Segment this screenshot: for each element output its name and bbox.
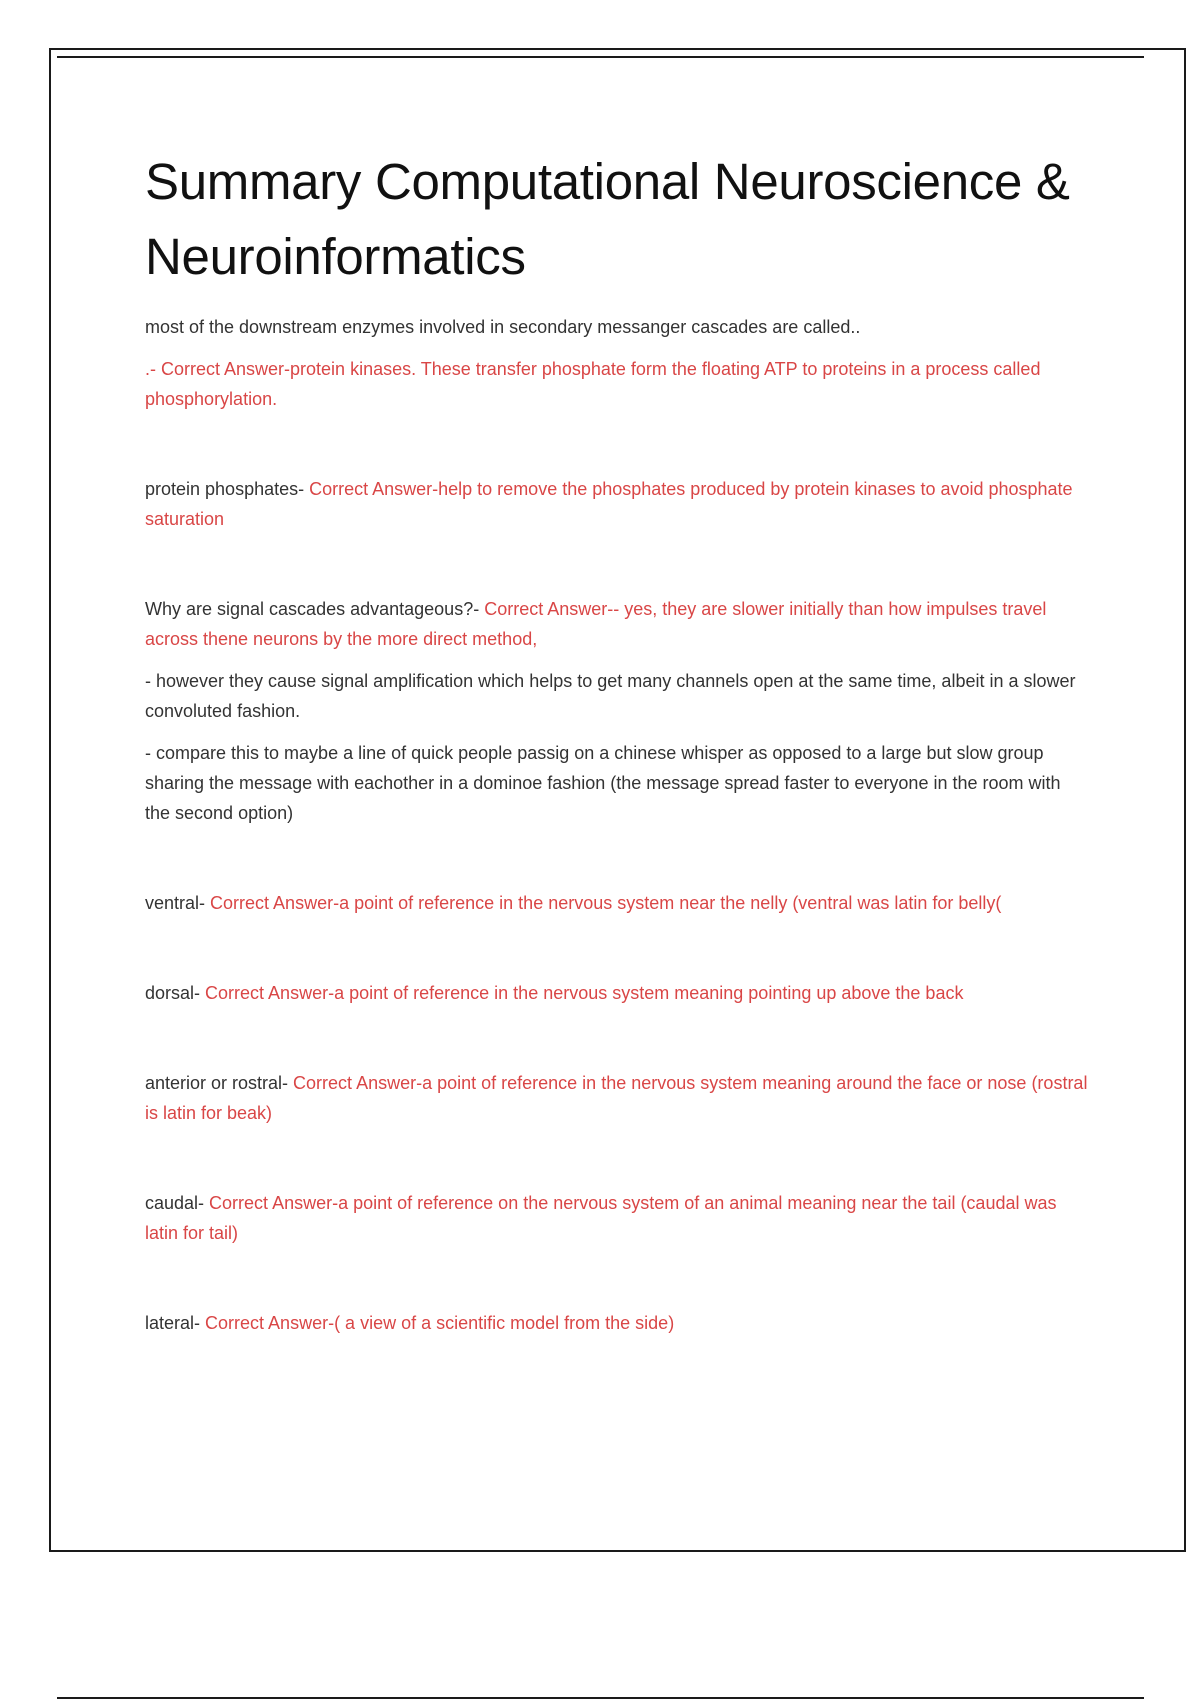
term-label: caudal- bbox=[145, 1193, 210, 1213]
answer-text: Correct Answer-a point of reference in the nervous system meaning pointing up above the back bbox=[205, 983, 964, 1003]
answer-text: Correct Answer-a point of reference in the nervous system meaning around the face or nose (rostral is latin for beak) bbox=[145, 1073, 1088, 1123]
entry-ventral bbox=[145, 888, 1090, 918]
term-label: dorsal- bbox=[145, 983, 206, 1003]
entry-signal-cascades-note-2: - compare this to maybe a line of quick people passig on a chinese whisper as opposed to a large but slow group sharing the message with eachother in a dominoe fashion (the message spread faster to everyone in the room with the second option) bbox=[145, 743, 1061, 823]
answer-text: Correct Answer-( a view of a scientific model from the side) bbox=[205, 1313, 675, 1333]
bottom-rule bbox=[57, 1697, 1144, 1699]
entry-anterior-rostral bbox=[145, 1068, 1090, 1128]
document-body bbox=[145, 144, 1090, 1338]
entry-lateral bbox=[145, 1308, 1090, 1338]
entry-signal-cascades-note-1: - however they cause signal amplification which helps to get many channels open at the same time, albeit in a slower convoluted fashion. bbox=[145, 671, 1076, 721]
answer-text: Correct Answer-help to remove the phosphates produced by protein kinases to avoid phosphate saturation bbox=[145, 479, 1073, 529]
entry-signal-cascades bbox=[145, 594, 1090, 654]
answer-text: Correct Answer-a point of reference on the nervous system of an animal meaning near the tail (caudal was latin for tail) bbox=[145, 1193, 1057, 1243]
answer-text: Correct Answer-- yes, they are slower initially than how impulses travel across thene neurons by the more direct method, bbox=[145, 599, 1047, 649]
answer-text: Correct Answer-a point of reference in the nervous system near the nelly (ventral was latin for belly( bbox=[210, 893, 1002, 913]
entry-protein-phosphates bbox=[145, 474, 1090, 534]
term-label: Why are signal cascades advantageous?- bbox=[145, 599, 485, 619]
question-1: most of the downstream enzymes involved in secondary messanger cascades are called.. bbox=[145, 317, 861, 337]
answer-1: .- Correct Answer-protein kinases. These transfer phosphate form the floating ATP to proteins in a process called phosphorylation. bbox=[145, 359, 1041, 409]
term-label: lateral- bbox=[145, 1313, 206, 1333]
page-title: Summary Computational Neuroscience & Neuroinformatics bbox=[145, 153, 1070, 285]
term-label: anterior or rostral- bbox=[145, 1073, 294, 1093]
term-label: ventral- bbox=[145, 893, 211, 913]
term-label: protein phosphates- bbox=[145, 479, 310, 499]
entry-caudal bbox=[145, 1188, 1090, 1248]
entry-dorsal bbox=[145, 978, 1090, 1008]
